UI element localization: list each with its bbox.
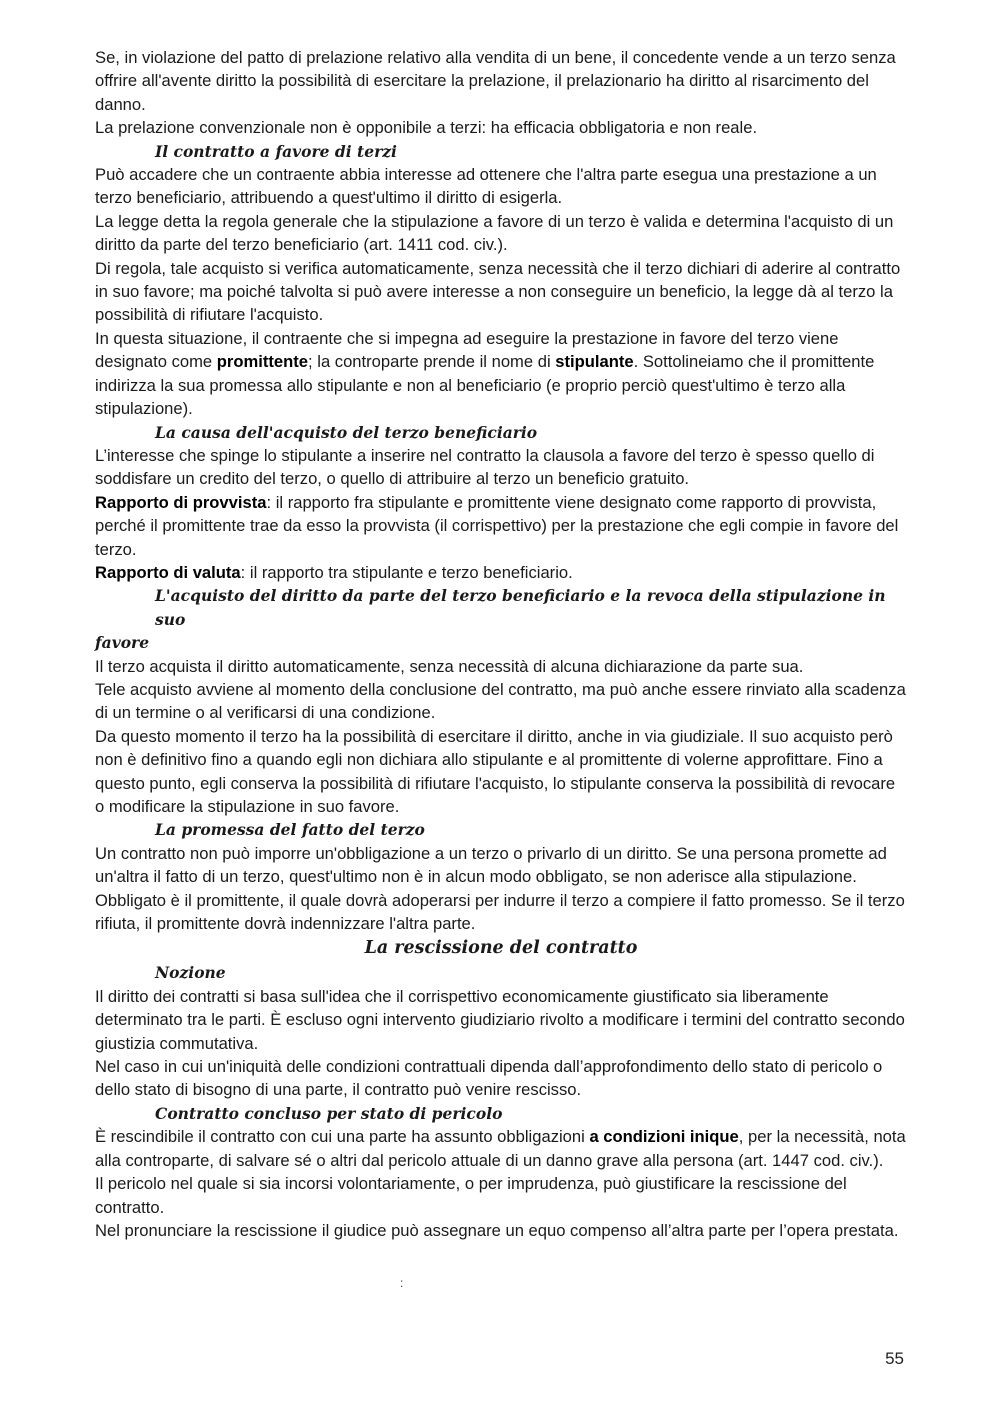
paragraph: Tele acquisto avviene al momento della conclusione del contratto, ma può anche essere rinviato alla scadenza di un termine o al verificarsi di una condizione.: [95, 679, 906, 723]
paragraph: Da questo momento il terzo ha la possibilità di esercitare il diritto, anche in via giudiziale. Il suo acquisto però non è definitivo fino a quando egli non dichiara allo stipulante e al promittente di volerne approfittare. Fino a questo punto, egli conserva la possibilità di rifiutare l'acquisto, lo stipulante conserva la possibilità di revocare o modificare la stipulazione in suo favore.: [95, 726, 896, 816]
section-heading-promessa-fatto-terzo: La promessa del fatto del terzo: [155, 820, 425, 840]
paragraph: Rapporto di valuta: il rapporto tra stipulante e terzo beneficiario.: [95, 562, 573, 582]
chapter-heading-rescissione: La rescissione del contratto: [364, 938, 638, 959]
paragraph: In questa situazione, il contraente che si impegna ad eseguire la prestazione in favore del terzo viene designato come promittente; la controparte prende il nome di stipulante. Sottolineiamo che il promittente indirizza la sua promessa allo stipulante e non al beneficiario (e proprio perciò quest'ultimo è terzo alla stipulazione).: [95, 328, 875, 419]
paragraph: Il terzo acquista il diritto automaticamente, senza necessità di alcuna dichiarazione da parte sua.: [95, 656, 804, 676]
page-number: 55: [885, 1349, 904, 1368]
paragraph: La prelazione convenzionale non è opponibile a terzi: ha efficacia obbligatoria e non reale.: [95, 118, 758, 138]
paragraph: Può accadere che un contraente abbia interesse ad ottenere che l'altra parte esegua una prestazione a un terzo beneficiario, attribuendo a quest'ultimo il diritto di esigerla.: [95, 165, 877, 208]
paragraph: Il diritto dei contratti si basa sull'idea che il corrispettivo economicamente giustificato sia liberamente determinato tra le parti. È escluso ogni intervento giudiziario rivolto a modificare i termini del contratto secondo giustizia commutativa.: [95, 986, 905, 1053]
page-body: [95, 46, 907, 1242]
section-heading-nozione: Nozione: [155, 963, 226, 983]
section-heading-acquisto-diritto: L'acquisto del diritto da parte del terzo beneficiario e la revoca della stipulazione in suo: [155, 586, 886, 629]
section-heading-acquisto-diritto-continued: favore: [95, 633, 150, 653]
paragraph: Un contratto non può imporre un'obbligazione a un terzo o privarlo di un diritto. Se una persona promette ad un'altra il fatto di un terzo, quest'ultimo non è in alcun modo obbligato, se non aderisce alla stipulazione. Obbligato è il promittente, il quale dovrà adoperarsi per indurre il terzo a compiere il fatto promesso. Se il terzo rifiuta, il promittente dovrà indennizzare l'altra parte.: [95, 843, 905, 934]
section-heading-contratto-favore-terzi: Il contratto a favore di terzi: [155, 141, 397, 161]
paragraph: La legge detta la regola generale che la stipulazione a favore di un terzo è valida e determina l'acquisto di un diritto da parte del terzo beneficiario (art. 1411 cod. civ.).: [95, 211, 894, 255]
term-rapporto-valuta: Rapporto di valuta: [95, 562, 241, 582]
term-rapporto-provvista: Rapporto di provvista: [95, 492, 267, 512]
paragraph: Nel caso in cui un'iniquità delle condizioni contrattuali dipenda dall’approfondimento dello stato di pericolo o dello stato di bisogno di una parte, il contratto può venire rescisso.: [95, 1057, 883, 1100]
stray-mark: :: [400, 1276, 404, 1290]
paragraph: Se, in violazione del patto di prelazione relativo alla vendita di un bene, il concedente vende a un terzo senza offrire all'avente diritto la possibilità di esercitare la prelazione, il prelazionario ha diritto al risarcimento del danno.: [95, 48, 896, 114]
term-stipulante: stipulante: [555, 352, 634, 372]
term-condizioni-inique: a condizioni inique: [589, 1127, 739, 1147]
paragraph: L’interesse che spinge lo stipulante a inserire nel contratto la clausola a favore del terzo è spesso quello di soddisfare un credito del terzo, o quello di attribuire al terzo un beneficio gratuito.: [95, 445, 875, 489]
term-promittente: promittente: [216, 352, 309, 372]
paragraph: Rapporto di provvista: il rapporto fra stipulante e promittente viene designato come rapporto di provvista, perché il promittente trae da esso la provvista (il corrispettivo) per la prestazione che egli compie in favore del terzo.: [95, 492, 899, 559]
paragraph: È rescindibile il contratto con cui una parte ha assunto obbligazioni a condizioni inique, per la necessità, nota alla controparte, di salvare sé o altri dal pericolo attuale di un danno grave alla persona (art. 1447 cod. civ.).: [95, 1127, 906, 1170]
section-heading-stato-pericolo: Contratto concluso per stato di pericolo: [155, 1103, 503, 1123]
section-heading-causa-acquisto: La causa dell'acquisto del terzo beneficiario: [155, 422, 538, 442]
paragraph: Di regola, tale acquisto si verifica automaticamente, senza necessità che il terzo dichiari di aderire al contratto in suo favore; ma poiché talvolta si può avere interesse a non conseguire un beneficio, la legge dà al terzo la possibilità di rifiutare l'acquisto.: [95, 258, 901, 325]
paragraph: Il pericolo nel quale si sia incorsi volontariamente, o per imprudenza, può giustificare la rescissione del contratto.: [95, 1174, 847, 1217]
paragraph: Nel pronunciare la rescissione il giudice può assegnare un equo compenso all’altra parte per l’opera prestata.: [95, 1220, 899, 1240]
